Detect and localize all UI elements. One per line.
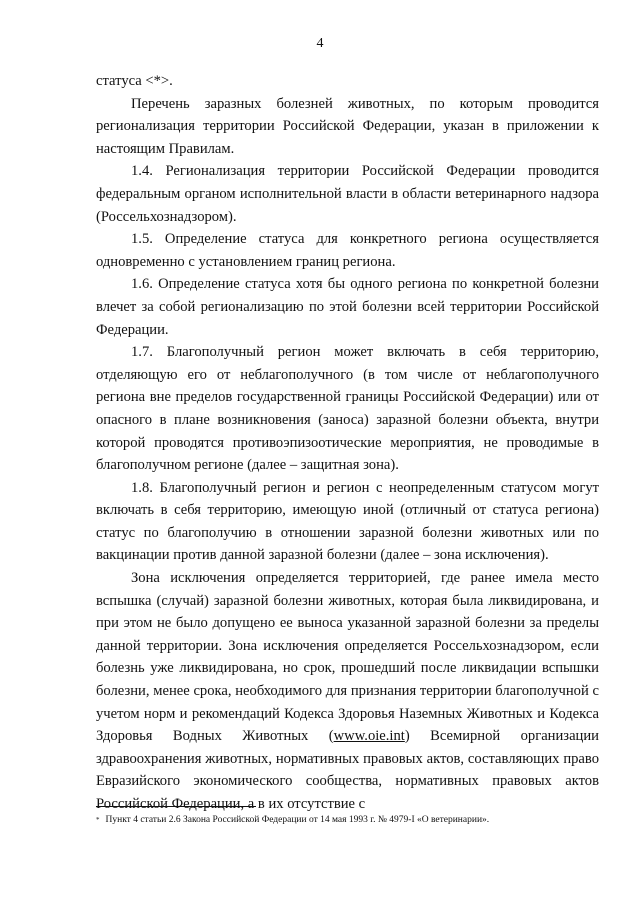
paragraph-text-before-link: Зона исключения определяется территорией, где ранее имела место вспышка (случай) заразной болезни животных, которая была ликвидирована, и при этом не было допущено ее выноса указанной заразной болезни за пределы данной территории. Зона исключения определяется Россельхознадзором, если болезнь уже ликвидирована, но срок, прошедший после ликвидации вспышки болезни, менее срока, необходимого для признания территории благополучной с учетом норм и рекомендаций Кодекса Здоровья Наземных Животных и Кодекса Здоровья Водных Животных ( [96,570,599,745]
footnote [96,814,599,827]
footnote-divider [96,806,256,807]
paragraph-exclusion-zone [96,567,599,816]
paragraph-1-5: 1.5. Определение статуса для конкретного региона осуществляется одновременно с установлением границ региона. [96,231,599,270]
body-text [96,70,599,816]
paragraph-text-after-link: ) Всемирной организации здравоохранения животных, нормативных правовых актов, составляющих право Евразийского экономического сообщества, нормативных правовых актов Российской Федерации, а в их отсутствие с [96,728,599,812]
oie-link[interactable]: www.oie.int [333,728,405,745]
page-number: 4 [316,36,324,51]
paragraph-continuation: статуса <*>. [96,73,173,89]
footnote-text: Пункт 4 статьи 2.6 Закона Российской Федерации от 14 мая 1993 г. № 4979-I «О ветеринарии». [105,815,490,825]
paragraph-1-7: 1.7. Благополучный регион может включать в себя территорию, отделяющую его от неблагополучного (в том числе от неблагополучного региона вне пределов государственной границы Российской Федерации) или от опасного в плане возникновения (заноса) заразной болезни объекта, внутри которой проводятся противоэпизоотические мероприятия, не проводимые в благополучном регионе (далее – защитная зона). [96,344,599,474]
paragraph-1-4: 1.4. Регионализация территории Российской Федерации проводится федеральным органом исполнительной власти в области ветеринарного надзора (Россельхознадзором). [96,163,599,225]
footnote-marker: * [96,816,100,824]
paragraph-1-6: 1.6. Определение статуса хотя бы одного региона по конкретной болезни влечет за собой регионализацию по этой болезни всей территории Российской Федерации. [96,276,599,338]
paragraph-disease-list: Перечень заразных болезней животных, по которым проводится регионализация территории Российской Федерации, указан в приложении к настоящим Правилам. [96,95,599,157]
paragraph-1-8: 1.8. Благополучный регион и регион с неопределенным статусом могут включать в себя территорию, имеющую иной (отличный от статуса региона) статус по благополучию в отношении заразной болезни животных или по вакцинации против данной заразной болезни (далее – зона исключения). [96,479,599,564]
